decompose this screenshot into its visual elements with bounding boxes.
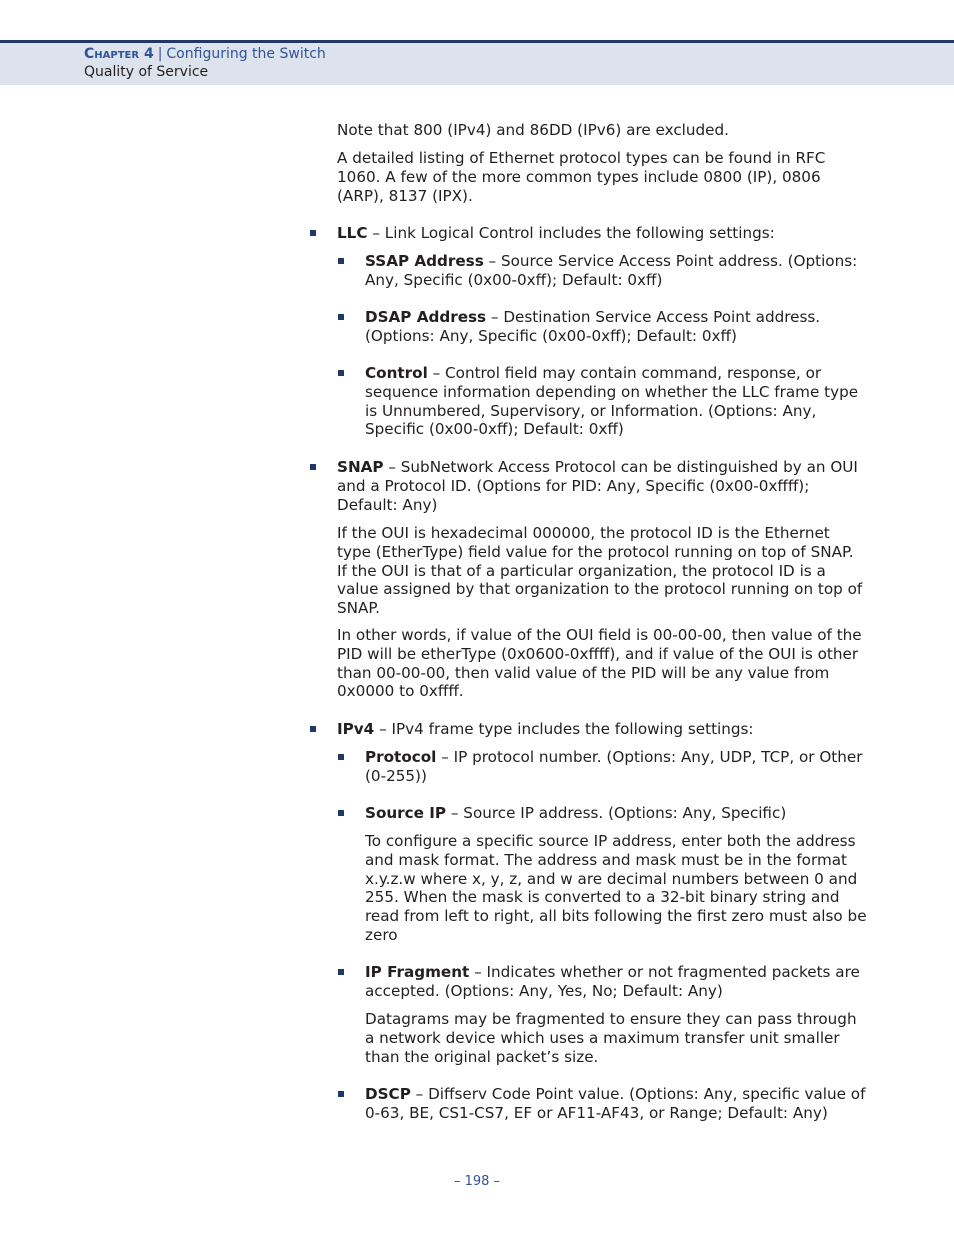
bullet-icon xyxy=(338,1091,344,1097)
desc-llc: – Link Logical Control includes the following settings: xyxy=(367,224,775,242)
term-llc: LLC xyxy=(337,224,368,242)
list-item-control xyxy=(365,364,867,439)
desc-ssap: – Source Service Access Point address. (Options: Any, Specific (0x00-0xff); Default: 0xff) xyxy=(365,252,858,289)
paragraph-excluded-types: Note that 800 (IPv4) and 86DD (IPv6) are excluded. xyxy=(337,121,729,139)
bullet-icon xyxy=(338,810,344,816)
list-item-snap xyxy=(337,458,867,514)
section-title: Quality of Service xyxy=(84,64,209,80)
term-protocol: Protocol xyxy=(365,748,437,766)
bullet-icon xyxy=(338,370,344,376)
term-control: Control xyxy=(365,364,428,382)
desc-ipv4: – IPv4 frame type includes the following settings: xyxy=(374,720,754,738)
desc-source-ip: – Source IP address. (Options: Any, Specific) xyxy=(446,804,787,822)
desc-snap: – SubNetwork Access Protocol can be distinguished by an OUI and a Protocol ID. (Options for PID: Any, Specific (0x00-0xffff); Default: Any) xyxy=(337,458,858,514)
desc-ip-fragment: – Indicates whether or not fragmented packets are accepted. (Options: Any, Yes, No; Default: Any) xyxy=(365,963,860,1000)
paragraph-source-ip-format: To configure a specific source IP address, enter both the address and mask format. The address and mask must be in the format x.y.z.w where x, y, z, and w are decimal numbers between 0 and 255. When the mask is converted to a 32-bit binary string and read from left to right, all bits following the first zero must also be zero xyxy=(365,832,867,944)
page-number: – 198 – xyxy=(453,1174,501,1189)
bullet-icon xyxy=(338,258,344,264)
list-item-llc xyxy=(337,224,867,243)
chapter-line xyxy=(84,46,326,62)
desc-protocol: – IP protocol number. (Options: Any, UDP, TCP, or Other (0-255)) xyxy=(365,748,863,785)
list-item-dscp xyxy=(365,1085,867,1123)
desc-dsap: – Destination Service Access Point address. (Options: Any, Specific (0x00-0xff); Default: 0xff) xyxy=(365,308,821,345)
desc-dscp: – Diffserv Code Point value. (Options: Any, specific value of 0-63, BE, CS1-CS7, EF or AF11-AF43, or Range; Default: Any) xyxy=(365,1085,866,1122)
header-separator: | xyxy=(157,46,163,62)
bullet-icon xyxy=(338,314,344,320)
list-item-ssap xyxy=(365,252,867,290)
term-ssap: SSAP Address xyxy=(365,252,484,270)
term-ipv4: IPv4 xyxy=(337,720,375,738)
list-item-protocol xyxy=(365,748,867,786)
list-item-source-ip xyxy=(365,804,867,823)
bullet-icon xyxy=(310,464,316,470)
term-source-ip: Source IP xyxy=(365,804,447,822)
paragraph-snap-oui: If the OUI is hexadecimal 000000, the protocol ID is the Ethernet type (EtherType) field value for the protocol running on top of SNAP. If the OUI is that of a particular organization, the protocol ID is a value assigned by that organization to the protocol running on top of SNAP. xyxy=(337,524,863,618)
list-item-ipv4 xyxy=(337,720,867,739)
term-ip-fragment: IP Fragment xyxy=(365,963,470,981)
paragraph-snap-pid: In other words, if value of the OUI field is 00-00-00, then value of the PID will be etherType (0x0600-0xffff), and if value of the OUI is other than 00-00-00, then valid value of the PID will be any value from 0x0000 to 0xffff. xyxy=(337,626,862,701)
bullet-icon xyxy=(310,230,316,236)
paragraph-ethernet-listing: A detailed listing of Ethernet protocol types can be found in RFC 1060. A few of the more common types include 0800 (IP), 0806 (ARP), 8137 (IPX). xyxy=(337,149,826,205)
chapter-title: Configuring the Switch xyxy=(166,46,326,62)
term-dscp: DSCP xyxy=(365,1085,411,1103)
desc-control: – Control field may contain command, response, or sequence information depending on whether the LLC frame type is Unnumbered, Supervisory, or Information. (Options: Any, Specific (0x00-0xff); Default: 0xff) xyxy=(365,364,859,439)
term-snap: SNAP xyxy=(337,458,384,476)
list-item-dsap xyxy=(365,308,867,346)
paragraph-datagrams: Datagrams may be fragmented to ensure they can pass through a network device which uses a maximum transfer unit smaller than the original packet’s size. xyxy=(365,1010,857,1066)
chapter-number: Chapter 4 xyxy=(84,46,154,62)
list-item-ip-fragment xyxy=(365,963,867,1001)
bullet-icon xyxy=(338,754,344,760)
bullet-icon xyxy=(338,969,344,975)
term-dsap: DSAP Address xyxy=(365,308,487,326)
bullet-icon xyxy=(310,726,316,732)
